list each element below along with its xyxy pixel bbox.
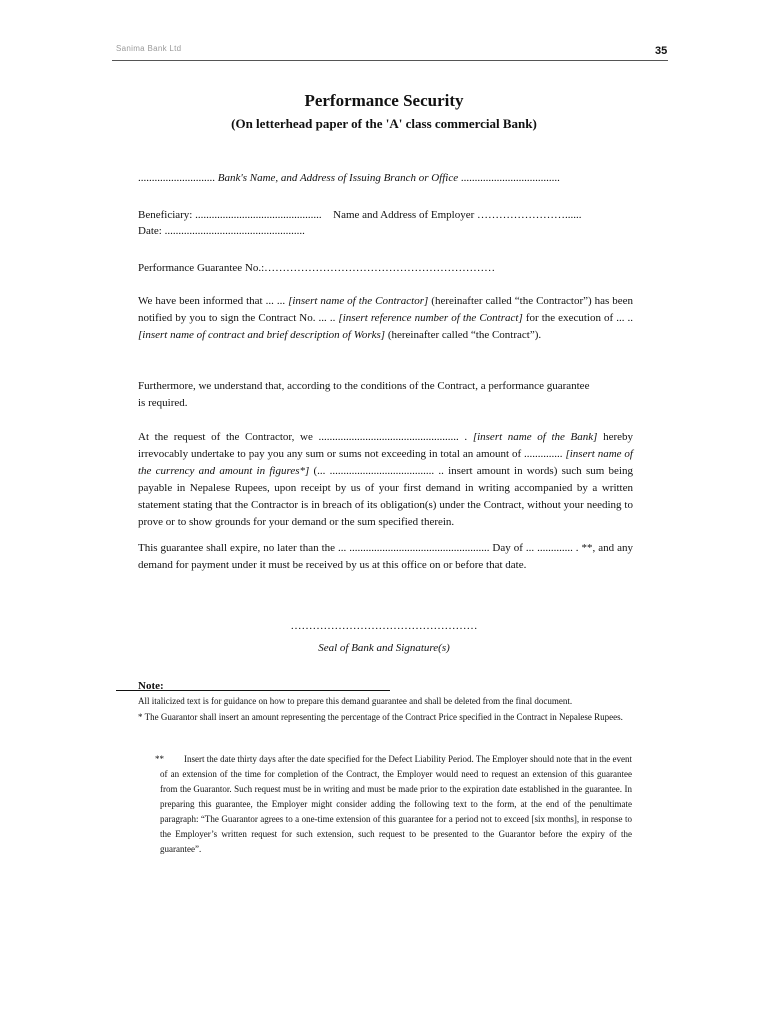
paragraph-undertaking [138, 429, 633, 531]
header-bank-name: Sanima Bank Ltd [116, 44, 182, 53]
dots-left: ............................ [138, 172, 215, 184]
p1-contract-ref: [insert reference number of the Contract] [338, 312, 523, 324]
beneficiary-field: Beneficiary: .............................................. [138, 209, 322, 221]
p3-text-e: (... ...................................... .. insert amount in words) such sum being payable in Nepalese Rupees, upon receipt by us of your first demand in writing accompanied by a written statement stating that the Contractor is in breach of its obligation(s) under the Contract, without your needing to prove or to show grounds for your demand or the sum specified therein. [138, 465, 633, 528]
guarantee-no-field: Performance Guarantee No.:……………………………………………………… [138, 262, 496, 274]
paragraph-contractor [138, 293, 633, 344]
header-rule [112, 60, 668, 61]
note-italic-guidance: All italicized text is for guidance on how to prepare this demand guarantee and shall be deleted from the final document. [138, 696, 573, 706]
bank-line-text: Bank's Name, and Address of Issuing Branch or Office [217, 172, 459, 184]
p3-currency-amount: [insert name of the currency and amount in figures*] [138, 448, 633, 477]
signature-dots: …………………………………………… [290, 620, 478, 632]
p3-text-a: At the request of the Contractor, we ................................................... . [138, 431, 468, 443]
p2-text: Furthermore, we understand that, according to the conditions of the Contract, a performance guarantee [138, 380, 590, 392]
date-field: Date: ................................................... [138, 225, 305, 237]
note-rule [116, 690, 390, 691]
paragraph-requirement [138, 378, 633, 412]
p1-contractor-name: [insert name of the Contractor] [288, 295, 429, 307]
note-double-asterisk-marker: ** [155, 754, 164, 764]
beneficiary-line [138, 209, 633, 221]
p1-text-g: (hereinafter called “the Contract”). [387, 329, 542, 341]
signature-label [0, 642, 768, 654]
p3-text-c: hereby irrevocably undertake to pay you any sum or sums not exceeding in total an amount of .............. [138, 431, 634, 460]
note-double-asterisk: Insert the date thirty days after the date specified for the Defect Liability Period. The Employer should note that in the event of an extension of the time for completion of the Contract, the Employer would need to request an extension of this guarantee from the Guarantor. Such request must be in writing and must be made prior to the expiration date established in the guarantee. In preparing this guarantee, the Employer might consider adding the following text to the form, at the end of the penultimate paragraph: “The Guarantor agrees to a one-time extension of this guarantee for a period not to exceed [six months], in response to the Employer’s written request for such extension, such request to be presented to the Guarantor before the expiry of the guarantee”. [160, 754, 632, 854]
p1-text-a: We have been informed that ... ... [138, 295, 286, 307]
paragraph-expiry: This guarantee shall expire, no later than the ... ................................................... Day of ... ............. . **, and any demand for payment under it must be received by us at this office on or before that date. [138, 542, 633, 571]
note-heading: Note: [138, 680, 164, 692]
p1-text-c: (hereinafter called “the Contractor”) has been notified by you to sign the Contract No. ... .. [138, 295, 634, 324]
p1-text-e: for the execution of ... .. [525, 312, 634, 324]
signature-label-text: Seal of Bank and Signature(s) [318, 642, 450, 654]
note-asterisk: * The Guarantor shall insert an amount representing the percentage of the Contract Price specified in the Contract in Nepalese Rupees. [138, 712, 623, 722]
page-number: 35 [655, 45, 668, 57]
employer-field: Name and Address of Employer ……………………...... [333, 209, 582, 221]
document-subtitle: (On letterhead paper of the 'A' class commercial Bank) [231, 116, 537, 131]
p3-bank-name: [insert name of the Bank] [472, 431, 598, 443]
dots-right: .................................... [460, 172, 560, 184]
bank-address-line [138, 172, 633, 184]
document-title: Performance Security [304, 91, 464, 110]
p1-contract-desc: [insert name of contract and brief description of Works] [138, 329, 386, 341]
p2-text-b: is required. [138, 397, 188, 409]
